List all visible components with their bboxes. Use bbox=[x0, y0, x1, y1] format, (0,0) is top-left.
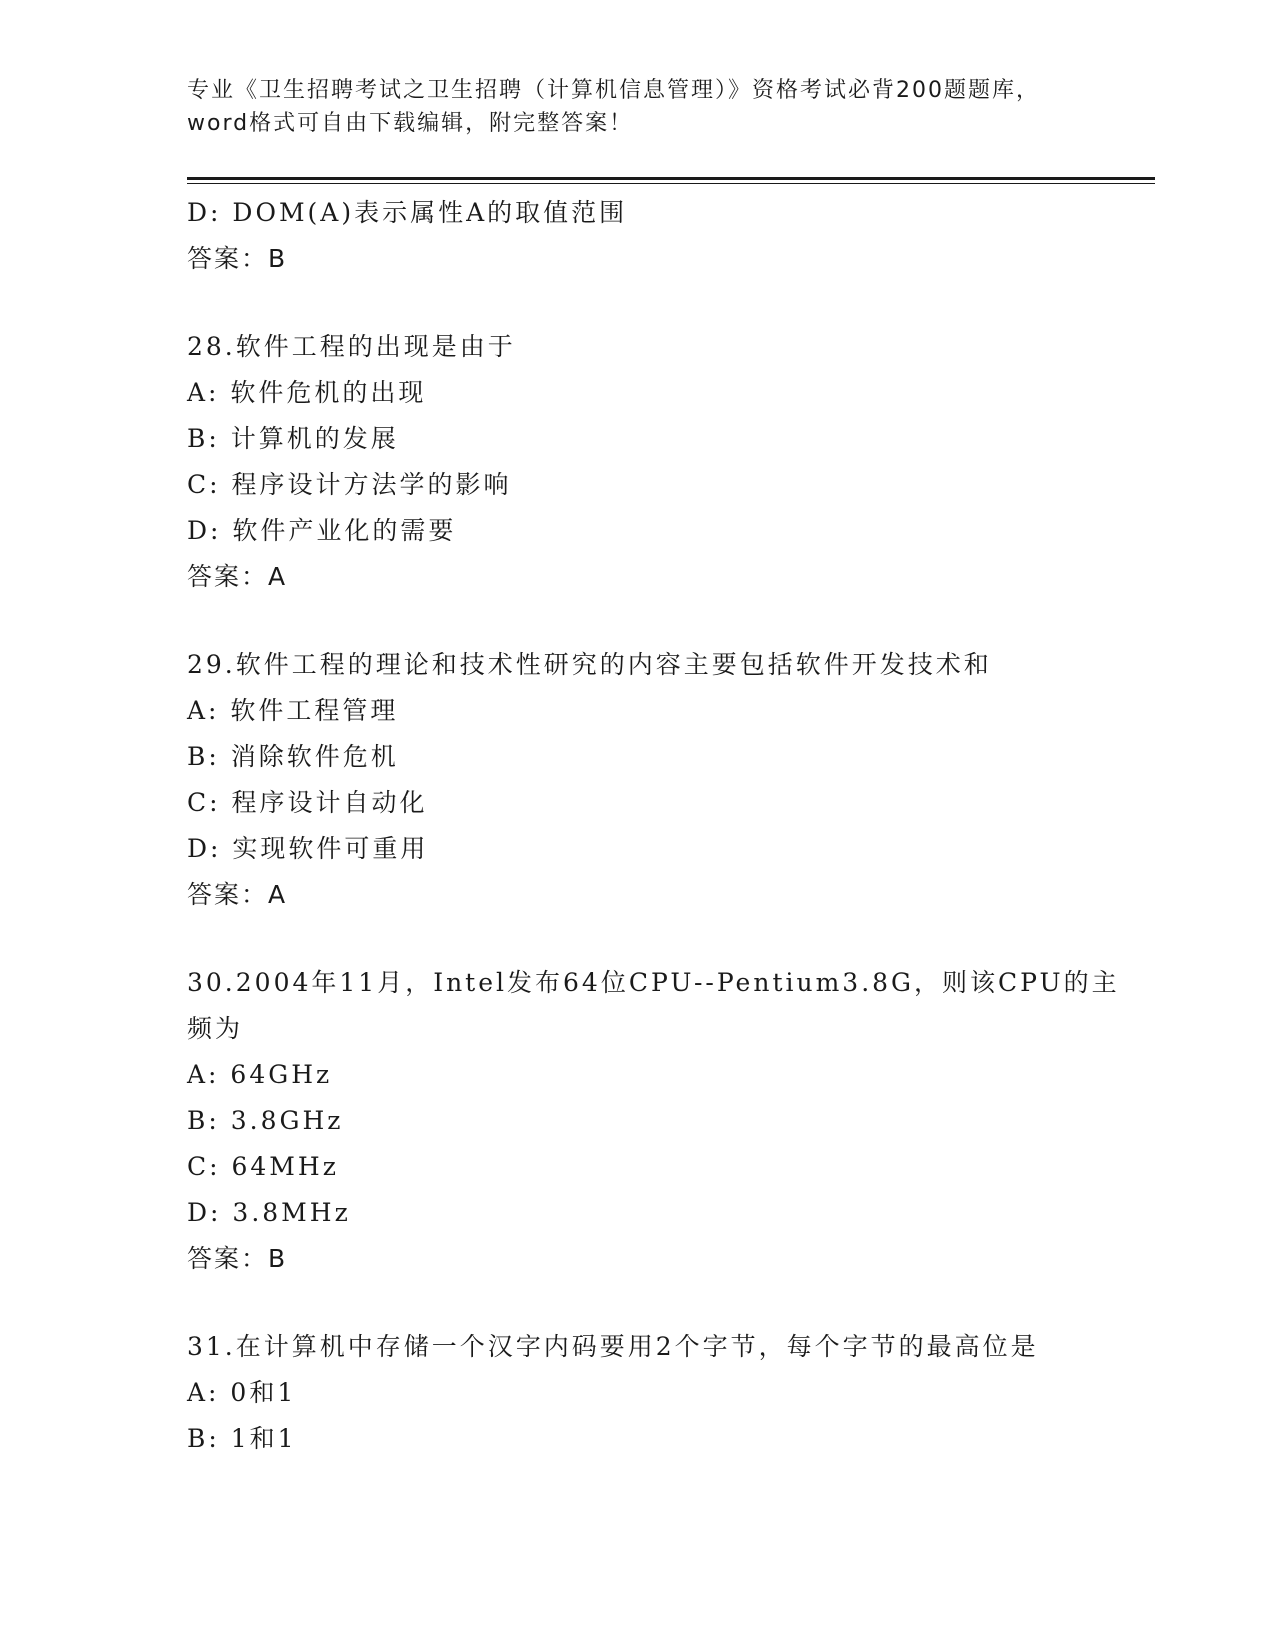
option-a: A: 0和1 bbox=[187, 1378, 297, 1407]
option-b: B: 计算机的发展 bbox=[187, 424, 399, 453]
question-text: 29.软件工程的理论和技术性研究的内容主要包括软件开发技术和 bbox=[187, 650, 992, 679]
question-block-28 bbox=[187, 324, 1107, 600]
option-c: C: 64MHz bbox=[187, 1152, 339, 1181]
answer-line: 答案：B bbox=[187, 1244, 288, 1273]
option-a: A: 64GHz bbox=[187, 1060, 333, 1089]
question-block-30 bbox=[187, 960, 1120, 1282]
question-text-line-1: 30.2004年11月，Intel发布64位CPU--Pentium3.8G，则该CPU的主 bbox=[187, 968, 1120, 997]
header-divider-thick bbox=[187, 177, 1155, 180]
option-a: A: 软件危机的出现 bbox=[187, 378, 427, 407]
header-divider-thin bbox=[187, 183, 1155, 184]
option-b: B: 消除软件危机 bbox=[187, 742, 399, 771]
option-c: C: 程序设计方法学的影响 bbox=[187, 470, 512, 499]
option-d: D: 软件产业化的需要 bbox=[187, 516, 457, 545]
option-a: A: 软件工程管理 bbox=[187, 696, 399, 725]
question-text-line-2: 频为 bbox=[187, 1014, 244, 1043]
question-text: 28.软件工程的出现是由于 bbox=[187, 332, 516, 361]
option-d: D: DOM(A)表示属性A的取值范围 bbox=[187, 198, 628, 227]
question-text: 31.在计算机中存储一个汉字内码要用2个字节，每个字节的最高位是 bbox=[187, 1332, 1039, 1361]
question-block-29 bbox=[187, 642, 1107, 918]
option-b: B: 3.8GHz bbox=[187, 1106, 344, 1135]
question-list bbox=[187, 190, 1120, 1462]
option-c: C: 程序设计自动化 bbox=[187, 788, 428, 817]
option-d: D: 实现软件可重用 bbox=[187, 834, 429, 863]
question-block-27-tail bbox=[187, 190, 1107, 282]
header-title-line-2: word格式可自由下载编辑，附完整答案！ bbox=[187, 111, 634, 136]
document-header bbox=[187, 74, 1087, 140]
option-d: D: 3.8MHz bbox=[187, 1198, 351, 1227]
answer-line: 答案：A bbox=[187, 880, 288, 909]
answer-line: 答案：B bbox=[187, 244, 288, 273]
answer-line: 答案：A bbox=[187, 562, 288, 591]
header-title-line-1: 专业《卫生招聘考试之卫生招聘（计算机信息管理）》资格考试必背200题题库， bbox=[187, 78, 1040, 103]
option-b: B: 1和1 bbox=[187, 1424, 297, 1453]
question-block-31 bbox=[187, 1324, 1107, 1462]
